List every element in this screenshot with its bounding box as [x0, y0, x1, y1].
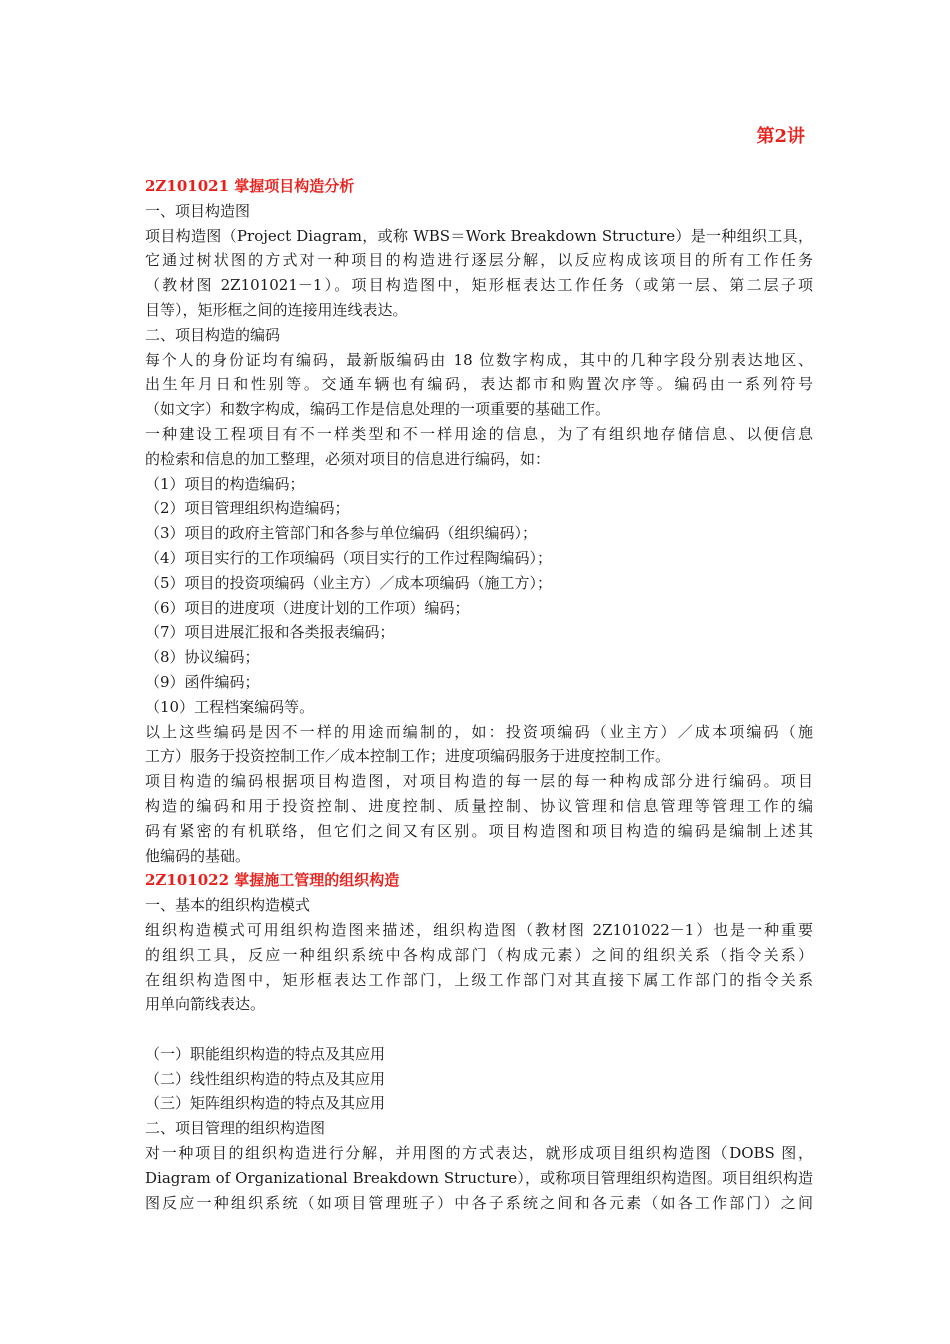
lecture-number: 第2讲	[756, 126, 805, 147]
blank-line	[145, 1017, 813, 1042]
body-text-line: （9）函件编码；	[145, 672, 260, 691]
body-text-line: 二、项目构造的编码	[145, 325, 281, 344]
body-text-line: （如文字）和数字构成，编码工作是信息处理的一项重要的基础工作。	[145, 400, 611, 419]
body-text-line: 每个人的身份证均有编码，最新版编码由 18 位数字构成，其中的几种字段分别表达地区、	[145, 350, 813, 369]
body-text-line: 用单向箭线表达。	[145, 995, 266, 1014]
body-text-line: 目等），矩形框之间的连接用连线表达。	[145, 300, 408, 319]
body-text-line: （一）职能组织构造的特点及其应用	[145, 1044, 386, 1063]
body-text-line: 项目构造的编码根据项目构造图，对项目构造的每一层的每一种构成部分进行编码。项目	[145, 772, 813, 791]
body-text-line: 工方）服务于投资控制工作／成本控制工作；进度项编码服务于进度控制工作。	[145, 747, 671, 766]
body-text-line: 对一种项目的组织构造进行分解，并用图的方式表达，就形成项目组织构造图（DOBS 图，	[145, 1144, 813, 1163]
body-text-line: 在组织构造图中，矩形框表达工作部门，上级工作部门对其直接下属工作部门的指令关系	[145, 970, 813, 989]
body-text-line: （二）线性组织构造的特点及其应用	[145, 1069, 386, 1088]
body-text-line: 码有紧密的有机联络，但它们之间又有区别。项目构造图和项目构造的编码是编制上述其	[145, 821, 813, 840]
body-text-line: 以上这些编码是因不一样的用途而编制的，如：投资项编码（业主方）／成本项编码（施	[145, 722, 813, 741]
body-text-line: （教材图 2Z101021－1）。项目构造图中，矩形框表达工作任务（或第一层、第二层子项	[145, 276, 813, 295]
body-text-line: （2）项目管理组织构造编码；	[145, 499, 350, 518]
document-body	[145, 174, 813, 1215]
body-text-line: 的检索和信息的加工整理，必须对项目的信息进行编码，如：	[145, 449, 551, 468]
body-text-line: （10）工程档案编码等。	[145, 697, 315, 716]
body-text-line: （1）项目的构造编码；	[145, 474, 305, 493]
body-text-line: （三）矩阵组织构造的特点及其应用	[145, 1094, 386, 1113]
body-text-line: 他编码的基础。	[145, 846, 251, 865]
body-text-line: 的组织工具，反应一种组织系统中各构成部门（构成元素）之间的组织关系（指令关系）	[145, 945, 813, 964]
body-text-line: 出生年月日和性别等。交通车辆也有编码，表达都市和购置次序等。编码由一系列符号	[145, 375, 813, 394]
section-heading: 2Z101021 掌握项目构造分析	[145, 177, 355, 195]
section-heading: 2Z101022 掌握施工管理的组织构造	[145, 871, 400, 890]
body-text-line: （3）项目的政府主管部门和各参与单位编码（组织编码）；	[145, 524, 538, 543]
body-text-line: 构造的编码和用于投资控制、进度控制、质量控制、协议管理和信息管理等管理工作的编	[145, 796, 813, 815]
body-text-line: 图反应一种组织系统（如项目管理班子）中各子系统之间和各元素（如各工作部门）之间	[145, 1193, 813, 1212]
body-text-line: 一、基本的组织构造模式	[145, 896, 311, 915]
body-text-line: 它通过树状图的方式对一种项目的构造进行逐层分解，以反应构成该项目的所有工作任务	[145, 251, 813, 270]
body-text-line: 项目构造图（Project Diagram，或称 WBS＝Work Breakdown Structure）是一种组织工具，	[145, 226, 813, 245]
body-text-line: 一种建设工程项目有不一样类型和不一样用途的信息，为了有组织地存储信息、以便信息	[145, 424, 813, 443]
body-text-line: （5）项目的投资项编码（业主方）／成本项编码（施工方）；	[145, 573, 553, 592]
body-text-line: （8）协议编码；	[145, 648, 260, 667]
body-text-line: 组织构造模式可用组织构造图来描述，组织构造图（教材图 2Z101022－1）也是一种重要	[145, 920, 813, 939]
body-text-line: （7）项目进展汇报和各类报表编码；	[145, 623, 395, 642]
body-text-line: 二、项目管理的组织构造图	[145, 1119, 326, 1138]
body-text-line: （4）项目实行的工作项编码（项目实行的工作过程陶编码）；	[145, 548, 553, 567]
body-text-line: （6）项目的进度项（进度计划的工作项）编码；	[145, 598, 470, 617]
body-text-line: Diagram of Organizational Breakdown Structure），或称项目管理组织构造图。项目组织构造	[145, 1168, 813, 1187]
body-text-line: 一、项目构造图	[145, 201, 251, 220]
